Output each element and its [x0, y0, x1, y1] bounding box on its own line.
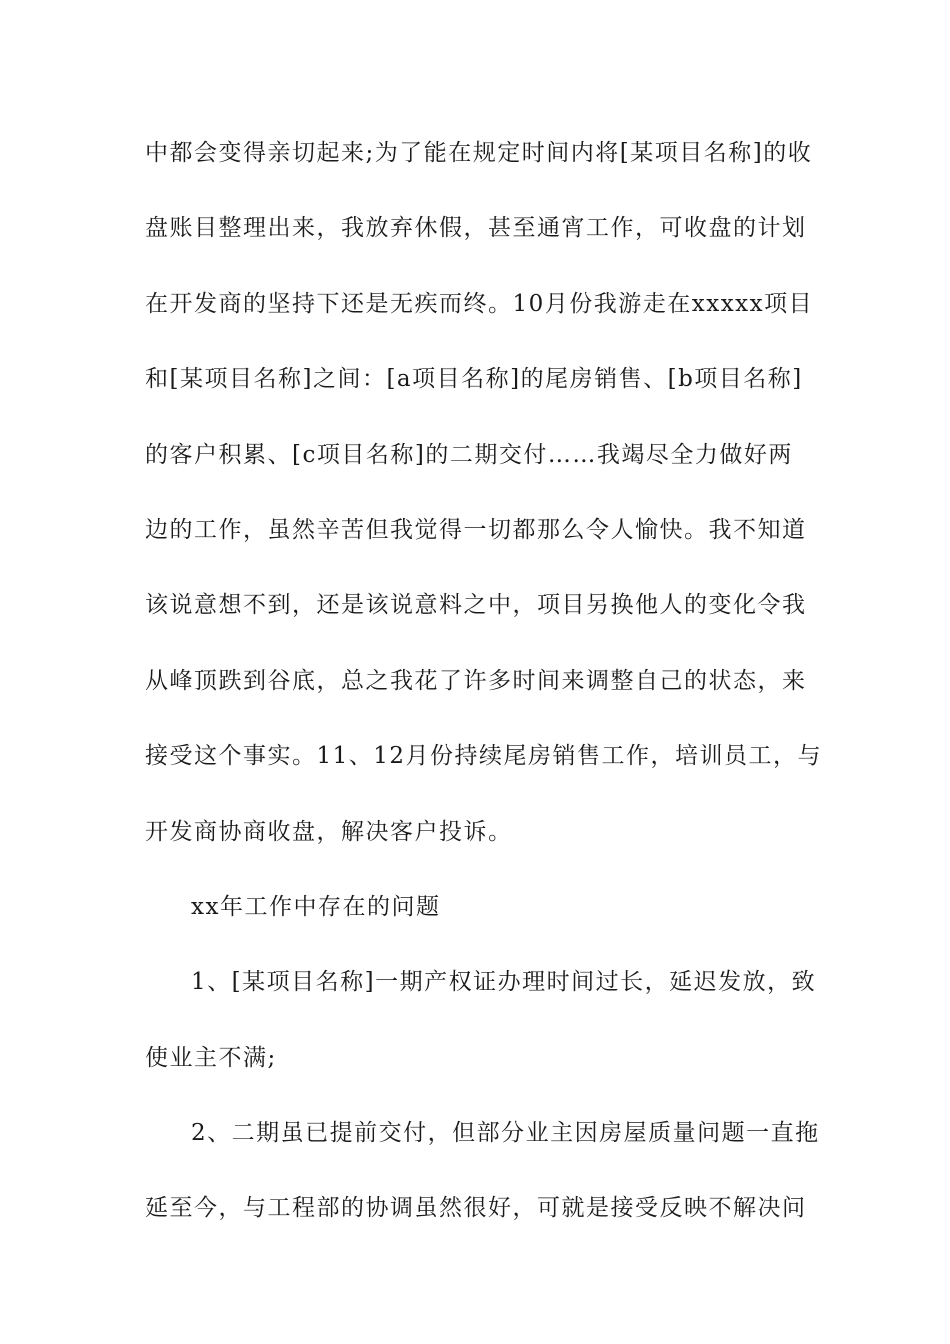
text-line: 开发商协商收盘，解决客户投诉。 [145, 818, 513, 845]
text-line: 在开发商的坚持下还是无疾而终。10月份我游走在xxxxx项目 [145, 290, 814, 317]
list-item-1: 1、[某项目名称]一期产权证办理时间过长，延迟发放，致 [191, 969, 817, 996]
text-line: 延至今，与工程部的协调虽然很好，可就是接受反映不解决问 [145, 1195, 807, 1222]
document-body [145, 126, 823, 1257]
text-line: 从峰顶跌到谷底，总之我花了许多时间来调整自己的状态，来 [145, 667, 807, 694]
text-line: 使业主不满; [145, 1044, 277, 1071]
text-line: 边的工作，虽然辛苦但我觉得一切都那么令人愉快。我不知道 [145, 516, 807, 543]
text-line: 盘账目整理出来，我放弃休假，甚至通宵工作，可收盘的计划 [145, 215, 807, 242]
text-line: 的客户积累、[c项目名称]的二期交付……我竭尽全力做好两 [145, 441, 793, 468]
text-line: 接受这个事实。11、12月份持续尾房销售工作，培训员工，与 [145, 743, 823, 770]
section-heading: xx年工作中存在的问题 [191, 893, 441, 920]
text-line: 中都会变得亲切起来;为了能在规定时间内将[某项目名称]的收 [145, 140, 813, 166]
text-line: 和[某项目名称]之间：[a项目名称]的尾房销售、[b项目名称] [145, 366, 803, 393]
text-line: 该说意想不到，还是该说意料之中，项目另换他人的变化令我 [145, 592, 807, 619]
list-item-2: 2、二期虽已提前交付，但部分业主因房屋质量问题一直拖 [191, 1120, 820, 1147]
